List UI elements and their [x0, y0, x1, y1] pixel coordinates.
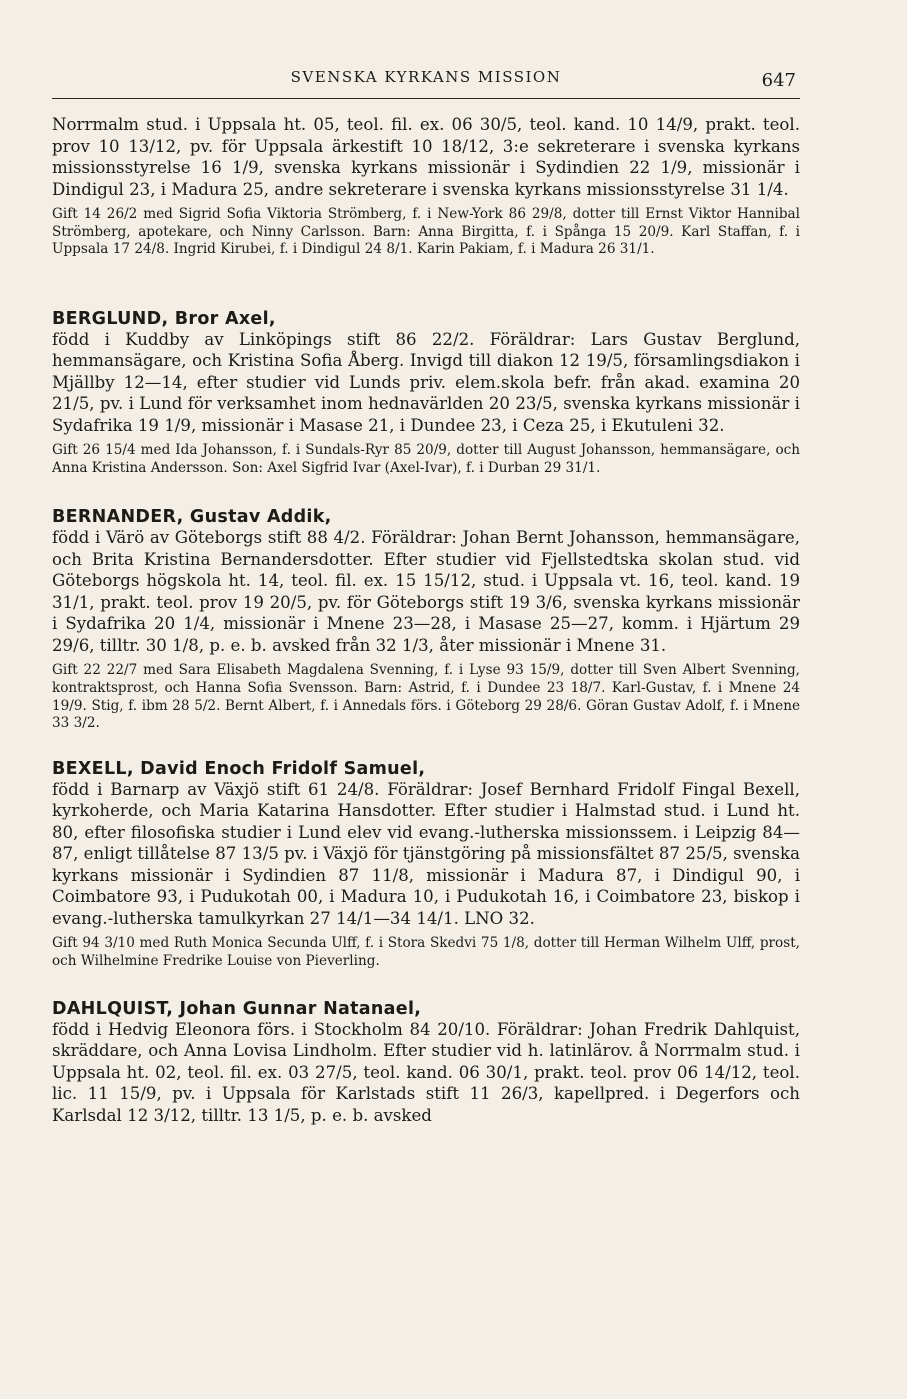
entry-family-note: Gift 22 22/7 med Sara Elisabeth Magdalena Svenning, f. i Lyse 93 15/9, dotter till Sven Albert Svenning, kontraktsprost, och Hanna Sofia Svensson. Barn: Astrid, f. i Dundee 23 18/7. Karl-Gustav, f. i Mnene 24 19/9. Stig, f. ibm 28 5/2. Bernt Albert, f. i Annedals förs. i Göteborg 29 28/6. Göran Gustav Adolf, f. i Mnene 33 3/2. — [52, 662, 800, 732]
entry-paragraph: född i Kuddby av Linköpings stift 86 22/2. Föräldrar: Lars Gustav Berglund, hemmansägare, och Kristina Sofia Åberg. Invigd till diakon 12 19/5, församlingsdiakon i Mjällby 12—14, efter studier vid Lunds priv. elem.skola befr. från akad. examina 20 21/5, pv. i Lund för verksamhet inom hednavärlden 20 23/5, svenska kyrkans missionär i Sydafrika 19 1/9, missionär i Masase 21, i Dundee 23, i Ceza 25, i Ekutuleni 32. — [52, 329, 800, 435]
entry-paragraph: född i Barnarp av Växjö stift 61 24/8. Föräldrar: Josef Bernhard Fridolf Fingal Bexell, kyrkoherde, och Maria Katarina Hansdotter. Efter studier i Halmstad stud. i Lund ht. 80, efter filosofiska studier i Lund elev vid evang.-lutherska missionssem. i Leipzig 84—87, enligt tillåtelse 87 13/5 pv. i Växjö för tjänstgöring på missionsfältet 87 25/5, svenska kyrkans missionär i Sydindien 87 11/8, missionär i Madura 87, i Dindigul 90, i Coimbatore 93, i Pudukotah 00, i Madura 10, i Pudukotah 16, i Coimbatore 23, biskop i evang.-lutherska tamulkyrkan 27 14/1—34 14/1. LNO 32. — [52, 779, 800, 928]
entry-name: BEXELL, David Enoch Fridolf Samuel, — [52, 758, 426, 779]
entry-name: BERGLUND, Bror Axel, — [52, 308, 276, 329]
entry-name: BERNANDER, Gustav Addik, — [52, 507, 332, 528]
entry-family-note: Gift 94 3/10 med Ruth Monica Secunda Ulff, f. i Stora Skedvi 75 1/8, dotter till Herman Wilhelm Ulff, prost, och Wilhelmine Fredrike Louise von Pieverling. — [52, 935, 800, 969]
page-content — [52, 114, 800, 1126]
entry-continued — [52, 114, 800, 259]
page-header — [52, 62, 800, 99]
entry-name: DAHLQUIST, Johan Gunnar Natanael, — [52, 998, 422, 1019]
entry-dahlquist — [52, 999, 800, 1127]
entry-paragraph: född i Värö av Göteborgs stift 88 4/2. Föräldrar: Johan Bernt Johansson, hemmansägare, och Brita Kristina Bernandersdotter. Efter studier vid Fjellstedtska skolan stud. vid Göteborgs högskola ht. 14, teol. fil. ex. 15 15/12, stud. i Uppsala vt. 16, teol. kand. 19 31/1, prakt. teol. prov 19 20/5, pv. för Göteborgs stift 19 3/6, svenska kyrkans missionär i Sydafrika 20 1/4, missionär i Mnene 23—28, i Masase 25—27, komm. i Hjärtum 29 29/6, tilltr. 30 1/8, p. e. b. avsked från 32 1/3, åter missionär i Mnene 31. — [52, 528, 800, 655]
page-number: 647 — [761, 70, 796, 91]
running-title: SVENSKA KYRKANS MISSION — [290, 68, 562, 86]
entry-family-note: Gift 14 26/2 med Sigrid Sofia Viktoria Strömberg, f. i New-York 86 29/8, dotter till Ernst Viktor Hannibal Strömberg, apotekare, och Ninny Carlsson. Barn: Anna Birgitta, f. i Spånga 15 20/9. Karl Staffan, f. i Uppsala 17 24/8. Ingrid Kirubei, f. i Dindigul 24 8/1. Karin Pakiam, f. i Madura 26 31/1. — [52, 206, 800, 258]
entry-bexell — [52, 759, 800, 971]
entry-paragraph: född i Hedvig Eleonora förs. i Stockholm 84 20/10. Föräldrar: Johan Fredrik Dahlquist, skräddare, och Anna Lovisa Lindholm. Efter studier vid h. latinlärov. å Norrmalm stud. i Uppsala ht. 02, teol. fil. ex. 03 27/5, teol. kand. 06 30/1, prakt. teol. prov 06 14/12, teol. lic. 11 15/9, pv. i Uppsala för Karlstads stift 11 26/3, kapellpred. i Degerfors och Karlsdal 12 3/12, tilltr. 13 1/5, p. e. b. avsked — [52, 1019, 800, 1125]
entry-bernander — [52, 507, 800, 732]
entry-berglund — [52, 309, 800, 478]
entry-family-note: Gift 26 15/4 med Ida Johansson, f. i Sundals-Ryr 85 20/9, dotter till August Johansson, hemmansägare, och Anna Kristina Andersson. Son: Axel Sigfrid Ivar (Axel-Ivar), f. i Durban 29 31/1. — [52, 442, 800, 476]
entry-paragraph: Norrmalm stud. i Uppsala ht. 05, teol. fil. ex. 06 30/5, teol. kand. 10 14/9, prakt. teol. prov 10 13/12, pv. för Uppsala ärkestift 10 18/12, 3:e sekreterare i svenska kyrkans missionsstyrelse 16 1/9, svenska kyrkans missionär i Sydindien 22 1/9, missionär i Dindigul 23, i Madura 25, andre sekreterare i svenska kyrkans missionsstyrelse 31 1/4. — [52, 115, 800, 199]
